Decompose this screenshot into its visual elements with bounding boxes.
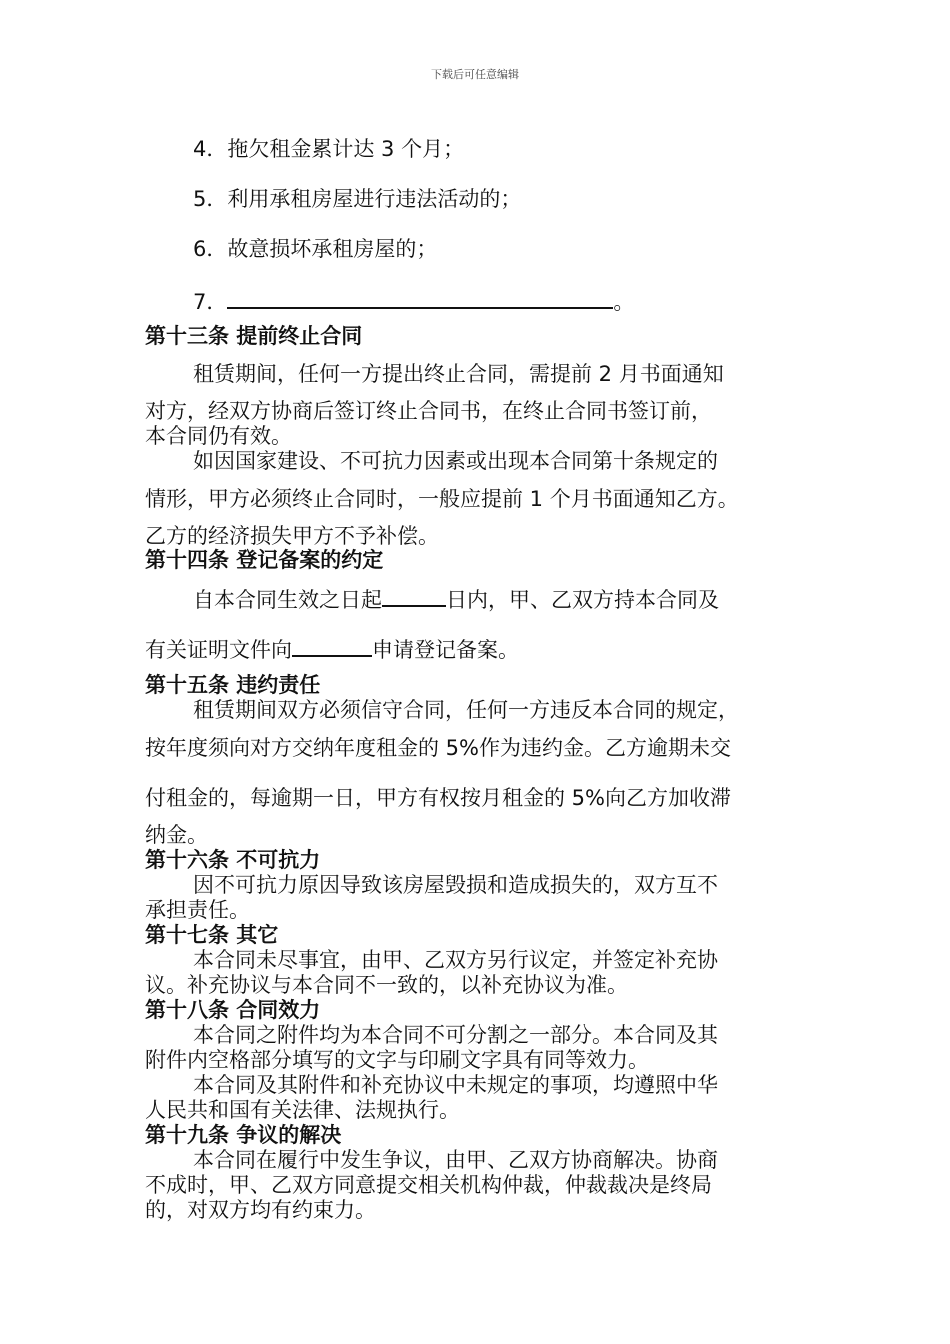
paragraph-line: 情形，甲方必须终止合同时，一般应提前 1 个月书面通知乙方。 [145,487,739,511]
paragraph-line: 租赁期间，任何一方提出终止合同，需提前 2 月书面通知 [193,362,724,386]
paragraph-line: 本合同在履行中发生争议，由甲、乙双方协商解决。协商 [193,1148,718,1172]
paragraph-line: 对方，经双方协商后签订终止合同书，在终止合同书签订前， [145,399,712,423]
fill-blank [292,634,372,657]
list-item: 7． 。 [193,286,634,316]
section-title: 第十四条 登记备案的约定 [145,548,384,572]
paragraph-line: 租赁期间双方必须信守合同，任何一方违反本合同的规定， [193,698,739,722]
paragraph-line: 自本合同生效之日起 日内，甲、乙双方持本合同及 [193,584,719,614]
paragraph-line: 按年度须向对方交纳年度租金的 5%作为违约金。乙方逾期未交 [145,736,731,760]
section-title: 第十六条 不可抗力 [145,848,321,872]
paragraph-line: 因不可抗力原因导致该房屋毁损和造成损失的，双方互不 [193,873,718,897]
paragraph-line: 附件内空格部分填写的文字与印刷文字具有同等效力。 [145,1048,649,1072]
paragraph-line: 承担责任。 [145,898,250,922]
section-title: 第十三条 提前终止合同 [145,324,363,348]
paragraph-line: 乙方的经济损失甲方不予补偿。 [145,524,439,548]
paragraph-line: 议。补充协议与本合同不一致的，以补充协议为准。 [145,973,628,997]
paragraph-line: 人民共和国有关法律、法规执行。 [145,1098,460,1122]
page-header: 下载后可任意编辑 [431,68,519,81]
paragraph-line: 不成时，甲、乙双方同意提交相关机构仲裁，仲裁裁决是终局 [145,1173,712,1197]
paragraph-line: 纳金。 [145,823,208,847]
section-title: 第十九条 争议的解决 [145,1123,342,1147]
paragraph-line: 本合同及其附件和补充协议中未规定的事项，均遵照中华 [193,1073,718,1097]
list-item: 6．故意损坏承租房屋的； [193,237,438,261]
fill-blank [382,584,446,607]
list-item: 5．利用承租房屋进行违法活动的； [193,187,522,211]
section-title: 第十八条 合同效力 [145,998,321,1022]
paragraph-line: 有关证明文件向 申请登记备案。 [145,634,519,664]
section-title: 第十七条 其它 [145,923,279,947]
paragraph-line: 付租金的，每逾期一日，甲方有权按月租金的 5%向乙方加收滞 [145,786,731,810]
paragraph-line: 本合同仍有效。 [145,424,292,448]
paragraph-line: 本合同未尽事宜，由甲、乙双方另行议定，并签定补充协 [193,948,718,972]
paragraph-line: 的，对双方均有约束力。 [145,1198,376,1222]
fill-blank [227,286,613,309]
list-item: 4．拖欠租金累计达 3 个月； [193,137,465,161]
paragraph-line: 如因国家建设、不可抗力因素或出现本合同第十条规定的 [193,449,718,473]
paragraph-line: 本合同之附件均为本合同不可分割之一部分。本合同及其 [193,1023,718,1047]
section-title: 第十五条 违约责任 [145,673,321,697]
